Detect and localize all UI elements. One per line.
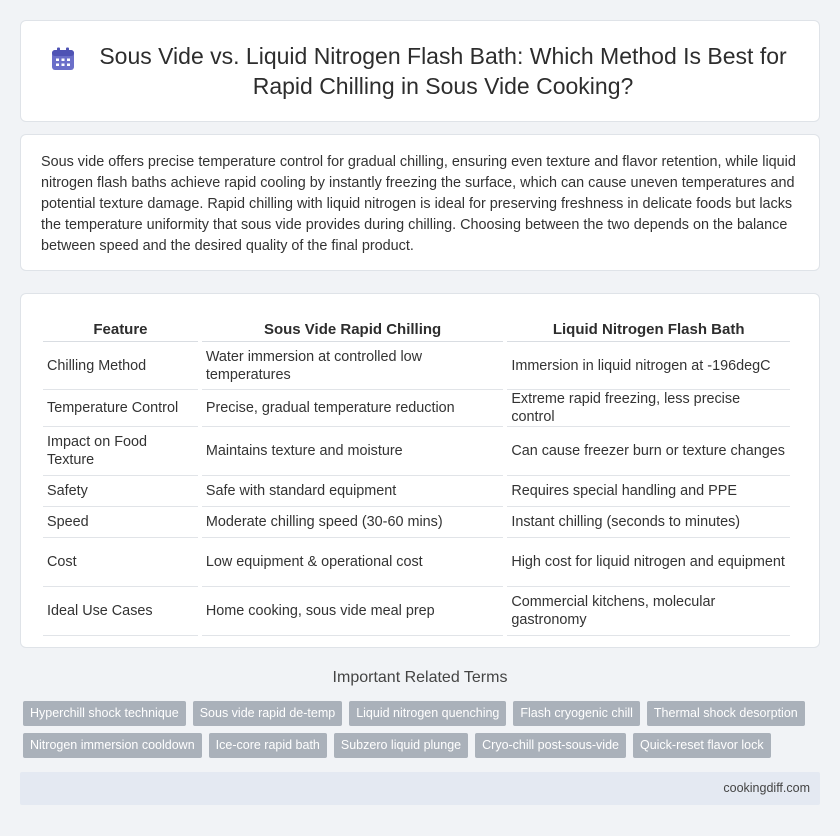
intro-card bbox=[20, 134, 820, 271]
tag-row bbox=[23, 733, 823, 758]
sous-vide-cell: Low equipment & operational cost bbox=[202, 538, 503, 587]
related-term-tag[interactable]: Flash cryogenic chill bbox=[513, 701, 640, 726]
liquid-nitrogen-cell: Immersion in liquid nitrogen at -196degC bbox=[507, 342, 790, 390]
sous-vide-cell: Water immersion at controlled low temperatures bbox=[202, 342, 503, 390]
header-feature: Feature bbox=[43, 312, 198, 342]
table-row bbox=[43, 427, 790, 476]
table-row bbox=[43, 538, 790, 587]
related-term-tag[interactable]: Hyperchill shock technique bbox=[23, 701, 186, 726]
liquid-nitrogen-cell: Requires special handling and PPE bbox=[507, 476, 790, 507]
feature-cell: Ideal Use Cases bbox=[43, 587, 198, 636]
table-row bbox=[43, 342, 790, 390]
related-terms-heading: Important Related Terms bbox=[332, 669, 508, 686]
tag-row bbox=[23, 701, 823, 726]
related-terms-list bbox=[23, 701, 823, 765]
comparison-table bbox=[39, 312, 794, 636]
liquid-nitrogen-cell: Extreme rapid freezing, less precise control bbox=[507, 390, 790, 427]
footer-site-link[interactable]: cookingdiff.com bbox=[723, 781, 810, 795]
footer bbox=[20, 772, 820, 805]
liquid-nitrogen-cell: Commercial kitchens, molecular gastronomy bbox=[507, 587, 790, 636]
sous-vide-cell: Safe with standard equipment bbox=[202, 476, 503, 507]
related-term-tag[interactable]: Ice-core rapid bath bbox=[209, 733, 327, 758]
intro-paragraph: Sous vide offers precise temperature control for gradual chilling, ensuring even texture and flavor retention, while liquid nitrogen flash baths achieve rapid cooling by instantly freezing the surface, which can cause uneven temperatures and potential texture damage. Rapid chilling with liquid nitrogen is ideal for preserving freshness in delicate foods but lacks the temperature uniformity that sous vide provides during chilling. Choosing between the two depends on the balance between speed and the desired quality of the final product. bbox=[41, 154, 796, 254]
related-term-tag[interactable]: Quick-reset flavor lock bbox=[633, 733, 771, 758]
feature-cell: Impact on Food Texture bbox=[43, 427, 198, 476]
comparison-table-card bbox=[20, 293, 820, 648]
liquid-nitrogen-cell: Can cause freezer burn or texture changes bbox=[507, 427, 790, 476]
feature-cell: Temperature Control bbox=[43, 390, 198, 427]
table-row bbox=[43, 476, 790, 507]
sous-vide-cell: Home cooking, sous vide meal prep bbox=[202, 587, 503, 636]
liquid-nitrogen-cell: High cost for liquid nitrogen and equipment bbox=[507, 538, 790, 587]
feature-cell: Safety bbox=[43, 476, 198, 507]
feature-cell: Chilling Method bbox=[43, 342, 198, 390]
table-row bbox=[43, 390, 790, 427]
related-term-tag[interactable]: Liquid nitrogen quenching bbox=[349, 701, 506, 726]
sous-vide-cell: Moderate chilling speed (30-60 mins) bbox=[202, 507, 503, 538]
header-liquid-nitrogen: Liquid Nitrogen Flash Bath bbox=[507, 312, 790, 342]
title-wrap bbox=[50, 41, 790, 101]
table-header-row bbox=[43, 312, 790, 342]
sous-vide-cell: Maintains texture and moisture bbox=[202, 427, 503, 476]
related-term-tag[interactable]: Nitrogen immersion cooldown bbox=[23, 733, 202, 758]
table-row bbox=[43, 587, 790, 636]
page-title: Sous Vide vs. Liquid Nitrogen Flash Bath: Which Method Is Best for Rapid Chilling in Sous Vide Cooking? bbox=[99, 43, 787, 99]
feature-cell: Speed bbox=[43, 507, 198, 538]
related-term-tag[interactable]: Cryo-chill post-sous-vide bbox=[475, 733, 626, 758]
related-term-tag[interactable]: Sous vide rapid de-temp bbox=[193, 701, 343, 726]
liquid-nitrogen-cell: Instant chilling (seconds to minutes) bbox=[507, 507, 790, 538]
related-term-tag[interactable]: Subzero liquid plunge bbox=[334, 733, 468, 758]
feature-cell: Cost bbox=[43, 538, 198, 587]
related-term-tag[interactable]: Thermal shock desorption bbox=[647, 701, 805, 726]
title-card bbox=[20, 20, 820, 122]
calendar-icon bbox=[50, 46, 76, 72]
header-sous-vide: Sous Vide Rapid Chilling bbox=[202, 312, 503, 342]
sous-vide-cell: Precise, gradual temperature reduction bbox=[202, 390, 503, 427]
table-row bbox=[43, 507, 790, 538]
